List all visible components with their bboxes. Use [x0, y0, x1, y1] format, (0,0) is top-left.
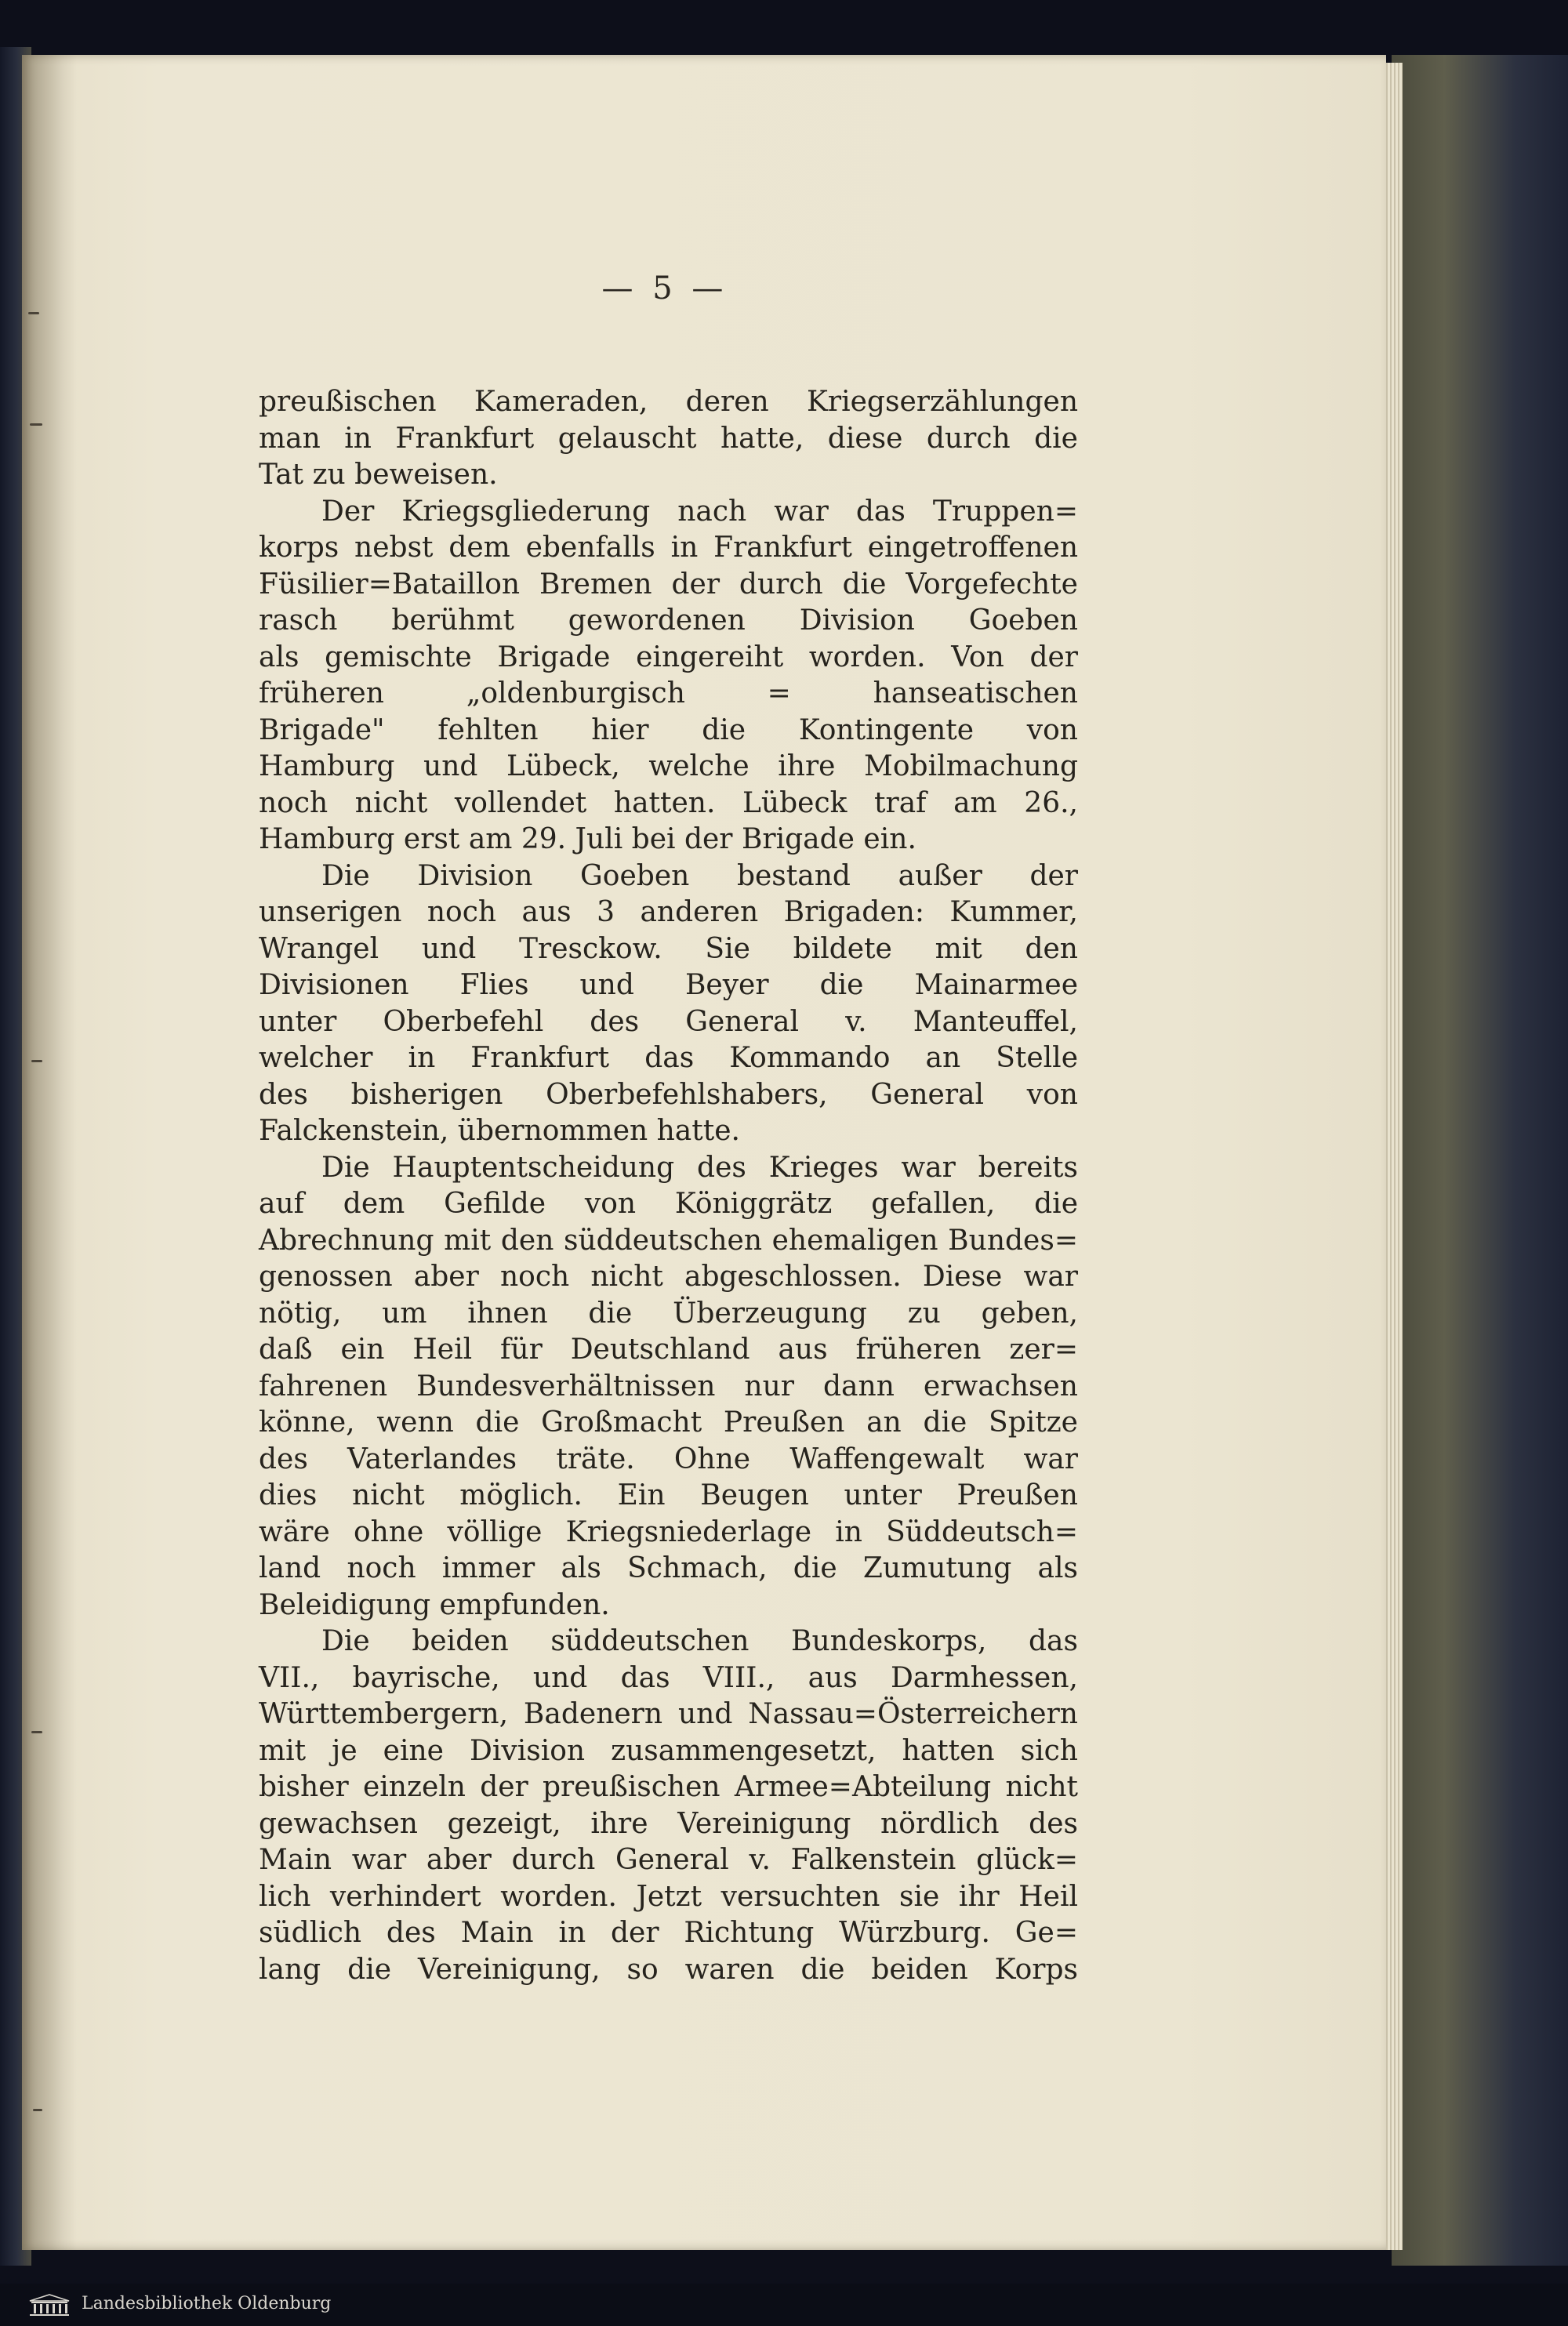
text-line: könne, wenn die Großmacht Preußen an die Spitze [259, 1406, 1078, 1439]
library-building-icon [27, 2293, 72, 2317]
text-line: VII., bayrische, und das VIII., aus Darmhessen, [259, 1661, 1078, 1694]
text-line: Divisionen Flies und Beyer die Mainarmee [259, 969, 1078, 1001]
text-line: rasch berühmt gewordenen Division Goeben [259, 604, 1078, 637]
book-page [22, 55, 1386, 2250]
text-line: Die Division Goeben bestand außer der [321, 859, 1078, 892]
footer-institution: Landesbibliothek Oldenburg [82, 2294, 332, 2313]
text-line: gewachsen gezeigt, ihre Vereinigung nördlich des [259, 1807, 1078, 1840]
text-line: lang die Vereinigung, so waren die beiden Korps [259, 1953, 1078, 1986]
binding-thread-mark [28, 312, 39, 314]
text-line: Main war aber durch General v. Falkenstein glück= [259, 1844, 1078, 1876]
text-line: Abrechnung mit den süddeutschen ehemaligen Bundes= [259, 1224, 1078, 1257]
gutter-shadow [22, 55, 77, 2250]
binding-thread-mark [31, 1731, 42, 1733]
text-line: Wrangel und Tresckow. Sie bildete mit den [259, 932, 1078, 965]
text-line: unter Oberbefehl des General v. Manteuffel, [259, 1005, 1078, 1038]
binding-thread-mark [33, 2109, 42, 2111]
text-line: Beleidigung empfunden. [259, 1588, 610, 1621]
text-line: südlich des Main in der Richtung Würzburg. Ge= [259, 1917, 1078, 1949]
text-line: Tat zu beweisen. [259, 459, 498, 491]
text-line: Hamburg und Lübeck, welche ihre Mobilmachung [259, 750, 1078, 782]
text-line: Falckenstein, übernommen hatte. [259, 1115, 740, 1147]
text-line: Der Kriegsgliederung nach war das Truppen= [321, 495, 1078, 528]
text-line: Füsilier=Bataillon Bremen der durch die Vorgefechte [259, 568, 1078, 601]
text-line: des bisherigen Oberbefehlshabers, General von [259, 1078, 1078, 1111]
text-line: land noch immer als Schmach, die Zumutung als [259, 1552, 1078, 1584]
text-line: man in Frankfurt gelauscht hatte, diese durch die [259, 422, 1078, 455]
text-line: auf dem Gefilde von Königgrätz gefallen, die [259, 1188, 1078, 1220]
text-line: dies nicht möglich. Ein Beugen unter Preußen [259, 1479, 1078, 1511]
text-line: bisher einzeln der preußischen Armee=Abteilung nicht [259, 1771, 1078, 1803]
text-line: des Vaterlandes träte. Ohne Waffengewalt war [259, 1442, 1078, 1475]
text-line: nötig, um ihnen die Überzeugung zu geben, [259, 1297, 1078, 1330]
text-line: korps nebst dem ebenfalls in Frankfurt eingetroffenen [259, 532, 1078, 564]
text-line: Brigade" fehlten hier die Kontingente von [259, 713, 1078, 746]
binding-thread-mark [31, 1060, 42, 1062]
page-number: — 5 — [601, 270, 728, 307]
text-line: lich verhindert worden. Jetzt versuchten sie ihr Heil [259, 1880, 1078, 1913]
text-line: preußischen Kameraden, deren Kriegserzählungen [259, 386, 1078, 418]
text-line: mit je eine Division zusammengesetzt, hatten sich [259, 1734, 1078, 1767]
body-text [259, 384, 1078, 1988]
text-line: wäre ohne völlige Kriegsniederlage in Süddeutsch= [259, 1515, 1078, 1548]
text-line: noch nicht vollendet hatten. Lübeck traf am 26., [259, 786, 1078, 819]
text-line: Die Hauptentscheidung des Krieges war bereits [321, 1151, 1078, 1184]
text-line: unserigen noch aus 3 anderen Brigaden: Kummer, [259, 896, 1078, 928]
text-line: daß ein Heil für Deutschland aus früheren zer= [259, 1334, 1078, 1366]
text-line: genossen aber noch nicht abgeschlossen. Diese war [259, 1261, 1078, 1293]
binding-thread-mark [30, 423, 42, 426]
text-line: als gemischte Brigade eingereiht worden. Von der [259, 640, 1078, 673]
text-line: welcher in Frankfurt das Kommando an Stelle [259, 1042, 1078, 1074]
text-line: Hamburg erst am 29. Juli bei der Brigade ein. [259, 823, 916, 855]
text-line: früheren „oldenburgisch = hanseatischen [259, 677, 1078, 709]
text-line: Württembergern, Badenern und Nassau=Österreichern [259, 1698, 1078, 1730]
book-cover-right [1392, 55, 1568, 2266]
text-line: fahrenen Bundesverhältnissen nur dann erwachsen [259, 1370, 1078, 1402]
text-line: Die beiden süddeutschen Bundeskorps, das [321, 1625, 1078, 1657]
